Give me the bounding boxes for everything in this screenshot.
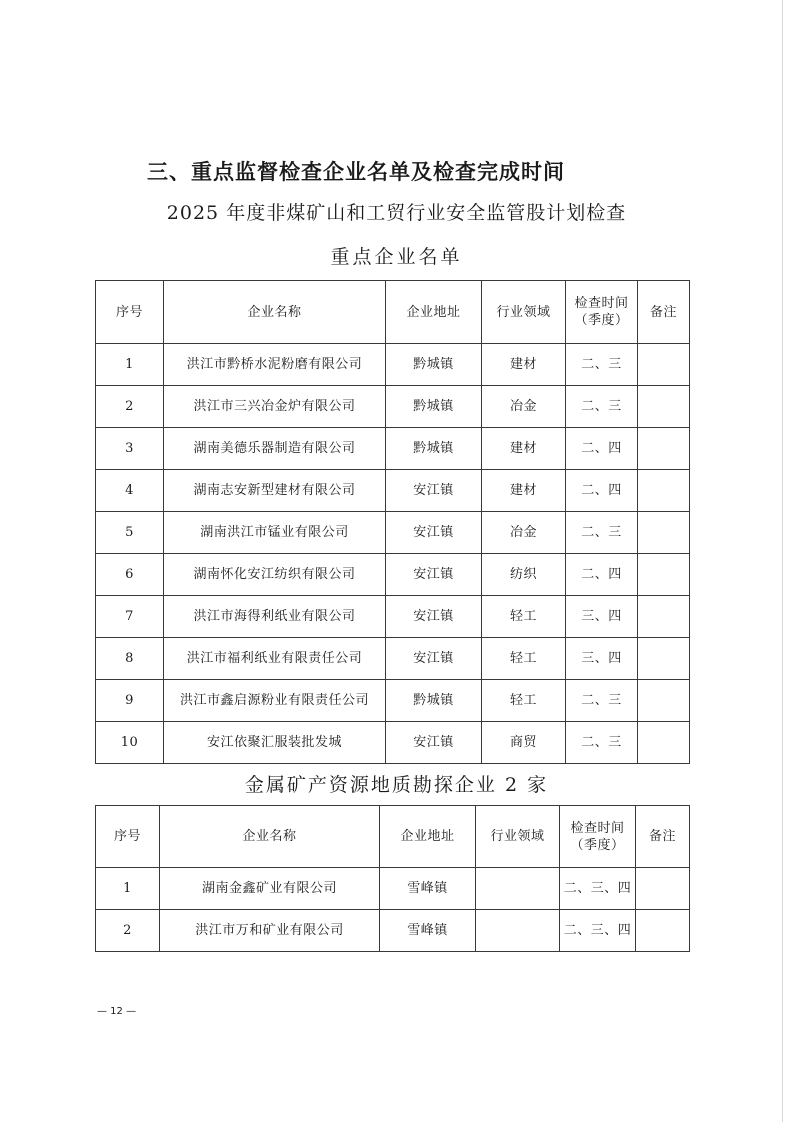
col-header-quarter: 检查时间（季度） xyxy=(566,281,638,344)
col-header-industry: 行业领域 xyxy=(476,806,560,868)
cell-no: 10 xyxy=(96,722,164,764)
col-header-name: 企业名称 xyxy=(164,281,386,344)
cell-quarter: 二、三 xyxy=(566,680,638,722)
table-row xyxy=(96,638,690,680)
table-row xyxy=(96,428,690,470)
table-row xyxy=(96,680,690,722)
cell-note xyxy=(638,680,690,722)
cell-note xyxy=(638,344,690,386)
cell-no: 7 xyxy=(96,596,164,638)
cell-name: 安江依聚汇服装批发城 xyxy=(164,722,386,764)
table-row xyxy=(96,470,690,512)
table-row xyxy=(96,596,690,638)
cell-address: 雪峰镇 xyxy=(380,910,476,952)
cell-name: 湖南金鑫矿业有限公司 xyxy=(160,868,380,910)
cell-address: 安江镇 xyxy=(386,470,482,512)
cell-name: 洪江市万和矿业有限公司 xyxy=(160,910,380,952)
col-header-address: 企业地址 xyxy=(386,281,482,344)
exploration-enterprise-table xyxy=(95,805,690,952)
cell-address: 黔城镇 xyxy=(386,386,482,428)
cell-no: 5 xyxy=(96,512,164,554)
cell-no: 2 xyxy=(96,386,164,428)
section-heading: 三、重点监督检查企业名单及检查完成时间 xyxy=(147,160,565,184)
cell-address: 安江镇 xyxy=(386,512,482,554)
cell-name: 洪江市海得利纸业有限公司 xyxy=(164,596,386,638)
table-row xyxy=(96,386,690,428)
cell-name: 湖南怀化安江纺织有限公司 xyxy=(164,554,386,596)
table-row xyxy=(96,512,690,554)
table-row xyxy=(96,554,690,596)
cell-quarter: 二、三、四 xyxy=(560,868,636,910)
cell-address: 雪峰镇 xyxy=(380,868,476,910)
cell-name: 洪江市鑫启源粉业有限责任公司 xyxy=(164,680,386,722)
cell-industry: 轻工 xyxy=(482,638,566,680)
cell-industry: 商贸 xyxy=(482,722,566,764)
col-header-name: 企业名称 xyxy=(160,806,380,868)
cell-note xyxy=(638,596,690,638)
cell-quarter: 二、三 xyxy=(566,722,638,764)
table1-title-line2: 重点企业名单 xyxy=(330,246,463,268)
cell-note xyxy=(636,910,690,952)
cell-address: 安江镇 xyxy=(386,722,482,764)
cell-quarter: 二、三 xyxy=(566,512,638,554)
page-number: — 12 — xyxy=(97,1006,137,1017)
cell-note xyxy=(638,638,690,680)
cell-quarter: 二、三 xyxy=(566,344,638,386)
col-header-note: 备注 xyxy=(638,281,690,344)
cell-industry: 轻工 xyxy=(482,596,566,638)
cell-industry: 轻工 xyxy=(482,680,566,722)
cell-note xyxy=(638,512,690,554)
cell-industry: 建材 xyxy=(482,344,566,386)
cell-no: 8 xyxy=(96,638,164,680)
table-row xyxy=(96,722,690,764)
cell-name: 洪江市福利纸业有限责任公司 xyxy=(164,638,386,680)
cell-quarter: 二、三 xyxy=(566,386,638,428)
cell-address: 黔城镇 xyxy=(386,344,482,386)
cell-industry: 建材 xyxy=(482,470,566,512)
table1-title-line1: 2025 年度非煤矿山和工贸行业安全监管股计划检查 xyxy=(166,202,627,224)
cell-note xyxy=(638,554,690,596)
page-edge-line xyxy=(782,0,783,1122)
col-header-no: 序号 xyxy=(96,281,164,344)
cell-no: 2 xyxy=(96,910,160,952)
cell-note xyxy=(636,868,690,910)
col-header-no: 序号 xyxy=(96,806,160,868)
table-row xyxy=(96,344,690,386)
cell-industry: 冶金 xyxy=(482,386,566,428)
cell-industry: 建材 xyxy=(482,428,566,470)
cell-note xyxy=(638,722,690,764)
col-header-quarter: 检查时间（季度） xyxy=(560,806,636,868)
cell-name: 湖南志安新型建材有限公司 xyxy=(164,470,386,512)
table-header-row xyxy=(96,806,690,868)
col-header-industry: 行业领域 xyxy=(482,281,566,344)
table-header-row xyxy=(96,281,690,344)
cell-note xyxy=(638,470,690,512)
cell-address: 安江镇 xyxy=(386,596,482,638)
cell-industry: 冶金 xyxy=(482,512,566,554)
cell-quarter: 二、四 xyxy=(566,554,638,596)
cell-address: 安江镇 xyxy=(386,554,482,596)
cell-industry xyxy=(476,868,560,910)
cell-note xyxy=(638,428,690,470)
cell-name: 湖南洪江市锰业有限公司 xyxy=(164,512,386,554)
table-row xyxy=(96,868,690,910)
cell-quarter: 三、四 xyxy=(566,638,638,680)
table2-title: 金属矿产资源地质勘探企业 2 家 xyxy=(244,774,549,796)
cell-industry: 纺织 xyxy=(482,554,566,596)
cell-address: 黔城镇 xyxy=(386,428,482,470)
col-header-address: 企业地址 xyxy=(380,806,476,868)
cell-address: 安江镇 xyxy=(386,638,482,680)
key-enterprise-table xyxy=(95,280,690,764)
cell-address: 黔城镇 xyxy=(386,680,482,722)
cell-name: 洪江市黔桥水泥粉磨有限公司 xyxy=(164,344,386,386)
cell-name: 湖南美德乐器制造有限公司 xyxy=(164,428,386,470)
cell-quarter: 二、四 xyxy=(566,470,638,512)
cell-note xyxy=(638,386,690,428)
col-header-note: 备注 xyxy=(636,806,690,868)
cell-no: 1 xyxy=(96,868,160,910)
cell-no: 1 xyxy=(96,344,164,386)
cell-no: 6 xyxy=(96,554,164,596)
cell-no: 3 xyxy=(96,428,164,470)
cell-no: 4 xyxy=(96,470,164,512)
cell-quarter: 二、三、四 xyxy=(560,910,636,952)
cell-no: 9 xyxy=(96,680,164,722)
cell-quarter: 三、四 xyxy=(566,596,638,638)
cell-quarter: 二、四 xyxy=(566,428,638,470)
cell-industry xyxy=(476,910,560,952)
table-row xyxy=(96,910,690,952)
cell-name: 洪江市三兴冶金炉有限公司 xyxy=(164,386,386,428)
